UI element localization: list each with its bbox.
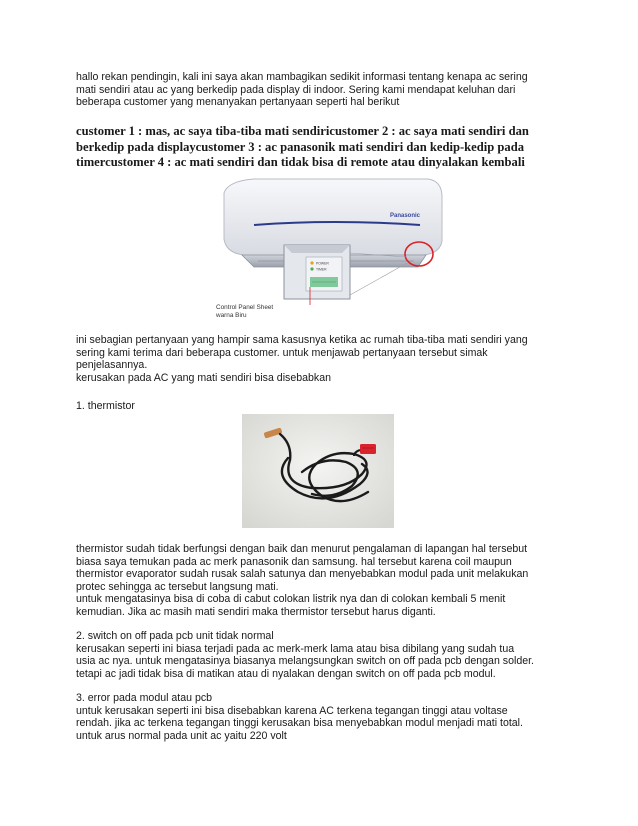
- red-connector: [360, 444, 376, 454]
- item1-title: 1. thermistor: [76, 400, 135, 412]
- ac-indoor-unit-image: [214, 175, 446, 325]
- intro-paragraph: hallo rekan pendingin, kali ini saya akan mambagikan sedikit informasi tentang kenapa ac sering mati sendiri atau ac yang berkedip pada display di indoor. Sering kami mendapat keluhan dari beberapa customer yang menanyakan pertanyaan seperti hal berikut: [76, 71, 528, 109]
- item1-body: thermistor sudah tidak berfungsi dengan baik dan menurut pengalaman di lapangan hal tersebut biasa saya temukan pada ac merk panasonik dan samsung. hal tersebut karena coil maupun thermistor evaporator sudah rusak salah satunya dan menyebabkan modul pada unit melakukan protec sehingga ac tersebut langsung mati. untuk mengatasinya bisa di coba di cabut colokan listrik nya dan di colokan kembali 5 menit kemudian. Jika ac masih mati sendiri maka thermistor tersebut harus diganti.: [76, 543, 529, 618]
- ac-illustration: [214, 175, 446, 325]
- panel-label-power: POWER: [316, 261, 329, 266]
- after-image-paragraph: ini sebagian pertanyaan yang hampir sama kasusnya ketika ac rumah tiba-tiba mati sendiri yang sering kami terima dari beberapa customer. untuk menjawab pertanyaan tersebut simak penjelasannya. kerusakan pada AC yang mati sendiri bisa disebabkan: [76, 334, 528, 384]
- photo-background: [242, 414, 394, 528]
- panel-label-timer: TIMER: [316, 267, 327, 272]
- figure-caption-line2: warna Biru: [216, 312, 247, 319]
- figure-caption-line1: Control Panel Sheet: [216, 304, 274, 311]
- customer-questions: customer 1 : mas, ac saya tiba-tiba mati sendiricustomer 2 : ac saya mati sendiri dan berkedip pada displaycustomer 3 : ac panasonik mati sendiri dan kedip-kedip pada timercustomer 4 : ac mati sendiri dan tidak bisa di remote atau dinyalakan kembali: [76, 124, 529, 170]
- item2-paragraph: 2. switch on off pada pcb unit tidak normal kerusakan seperti ini biasa terjadi pada ac merk-merk lama atau bisa dibilang yang sudah tua usia ac nya. untuk mengatasinya biasanya melangsungkan switch on off pada pcb dengan solder. tetapi ac jadi tidak bisa di matikan atau di nyalakan dengan switch on off pada pcb modul.: [76, 630, 534, 680]
- thermistor-image: [242, 414, 394, 528]
- control-panel-zoom: [284, 245, 350, 305]
- ac-brand-logo: Panasonic: [390, 213, 421, 219]
- thermistor-illustration: [242, 414, 394, 528]
- item3-paragraph: 3. error pada modul atau pcb untuk kerusakan seperti ini bisa disebabkan karena AC terkena tegangan tinggi atau voltase rendah. jika ac terkena tegangan tinggi kerusakan bisa menyebabkan modul menjadi mati total. untuk arus normal pada unit ac yaitu 220 volt: [76, 692, 523, 742]
